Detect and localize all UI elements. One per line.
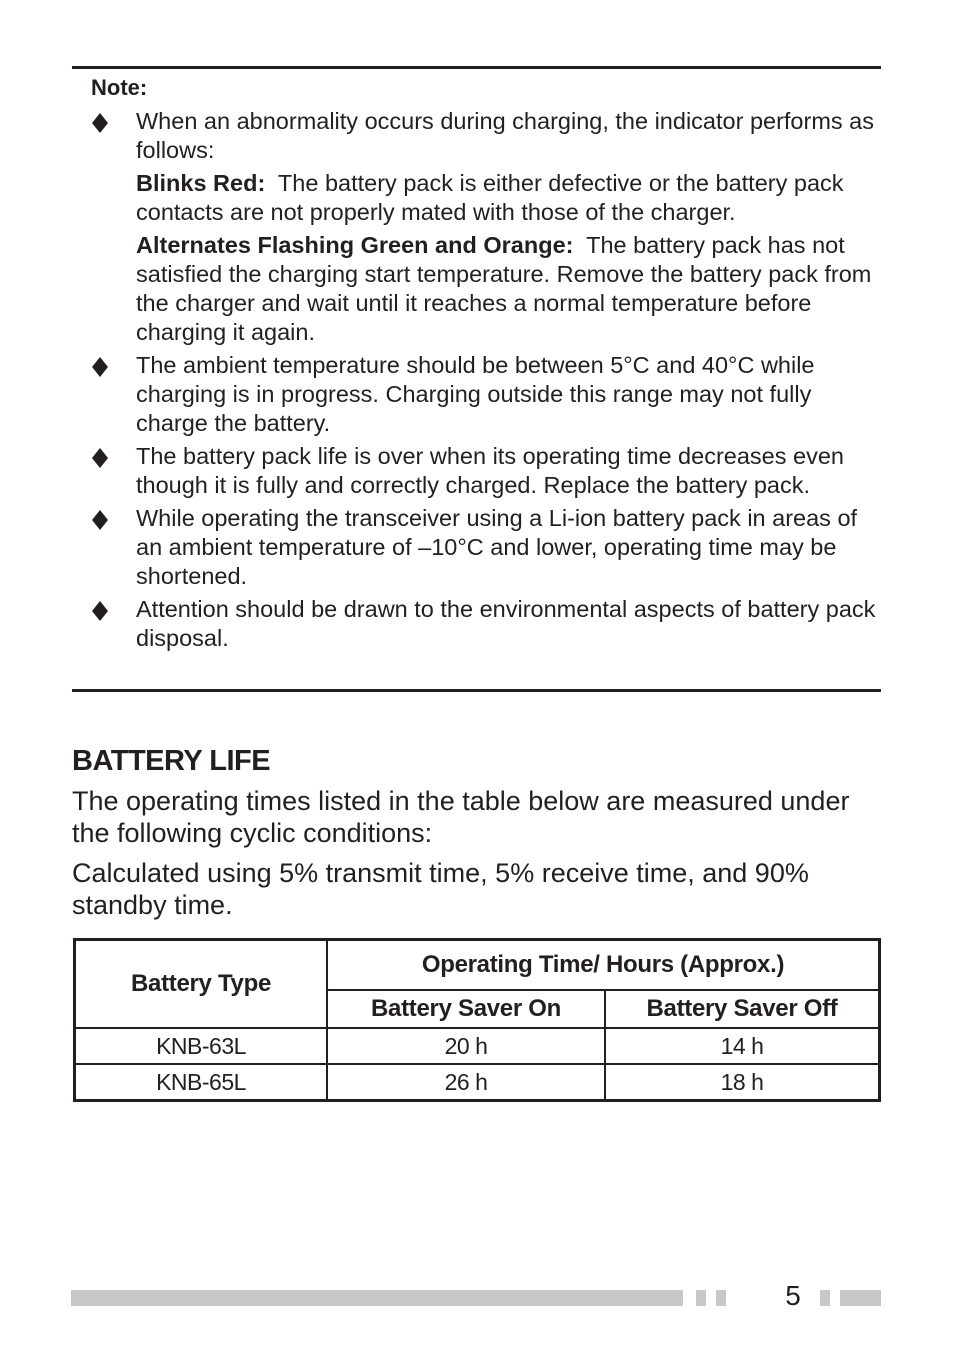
section-title: BATTERY LIFE [72, 745, 271, 777]
table-header-row [75, 940, 880, 991]
cell-saver-off: 18 h [605, 1064, 880, 1101]
table-row [75, 1028, 880, 1064]
page-number: 5 [785, 1280, 801, 1311]
diamond-bullet-icon [90, 357, 110, 377]
header-saver-on: Battery Saver On [327, 990, 605, 1028]
note-bullet-temperature [72, 351, 881, 438]
intro-paragraph: The operating times listed in the table below are measured under the following cyclic conditions: [72, 786, 850, 848]
diamond-bullet-icon [90, 448, 110, 468]
bullet-text: The battery pack life is over when its operating time decreases even though it is fully and correctly charged. Replace the battery pack. [136, 443, 844, 498]
table-row [75, 1064, 880, 1101]
note-bullet-life [72, 442, 881, 500]
footer-bar-block [696, 1290, 706, 1306]
bullet-text: While operating the transceiver using a Li-ion battery pack in areas of an ambient temperature of –10°C and lower, operating time may be shortened. [136, 505, 858, 589]
footer-bar-long [71, 1290, 683, 1306]
conditions-paragraph: Calculated using 5% transmit time, 5% receive time, and 90% standby time. [72, 858, 809, 920]
cell-saver-off: 14 h [605, 1028, 880, 1064]
blinks-red-item [136, 169, 881, 227]
battery-life-table [73, 938, 881, 1102]
bullet-text: Attention should be drawn to the environmental aspects of battery pack disposal. [136, 596, 876, 651]
alternates-text: The battery pack has not satisfied the charging start temperature. Remove the battery pack from the charger and wait until it reaches a normal temperature before charging it again. [136, 232, 872, 345]
bullet-text: The ambient temperature should be between 5°C and 40°C while charging is in progress. Charging outside this range may not fully charge the battery. [136, 352, 815, 436]
note-bullet-abnormality [72, 107, 881, 347]
diamond-bullet-icon [90, 601, 110, 621]
header-saver-off: Battery Saver Off [605, 990, 880, 1028]
note-box [72, 66, 881, 692]
cell-type: KNB-63L [75, 1028, 328, 1064]
cell-saver-on: 26 h [327, 1064, 605, 1101]
note-bullet-disposal [72, 595, 881, 653]
footer-bar-short [840, 1290, 881, 1306]
footer-bar-block [716, 1290, 726, 1306]
note-title: Note: [91, 75, 148, 100]
cell-saver-on: 20 h [327, 1028, 605, 1064]
alternates-label: Alternates Flashing Green and Orange: [136, 232, 574, 258]
cell-type: KNB-65L [75, 1064, 328, 1101]
blinks-red-label: Blinks Red: [136, 170, 266, 196]
footer-bar-block [820, 1290, 830, 1306]
diamond-bullet-icon [90, 113, 110, 133]
note-bullet-li-ion [72, 504, 881, 591]
alternates-item [136, 231, 881, 347]
header-battery-type: Battery Type [75, 940, 328, 1029]
header-operating-time: Operating Time/ Hours (Approx.) [327, 940, 880, 991]
blinks-red-text: The battery pack is either defective or the battery pack contacts are not properly mated with those of the charger. [136, 170, 844, 225]
diamond-bullet-icon [90, 510, 110, 530]
bullet-text: When an abnormality occurs during charging, the indicator performs as follows: [136, 108, 875, 163]
